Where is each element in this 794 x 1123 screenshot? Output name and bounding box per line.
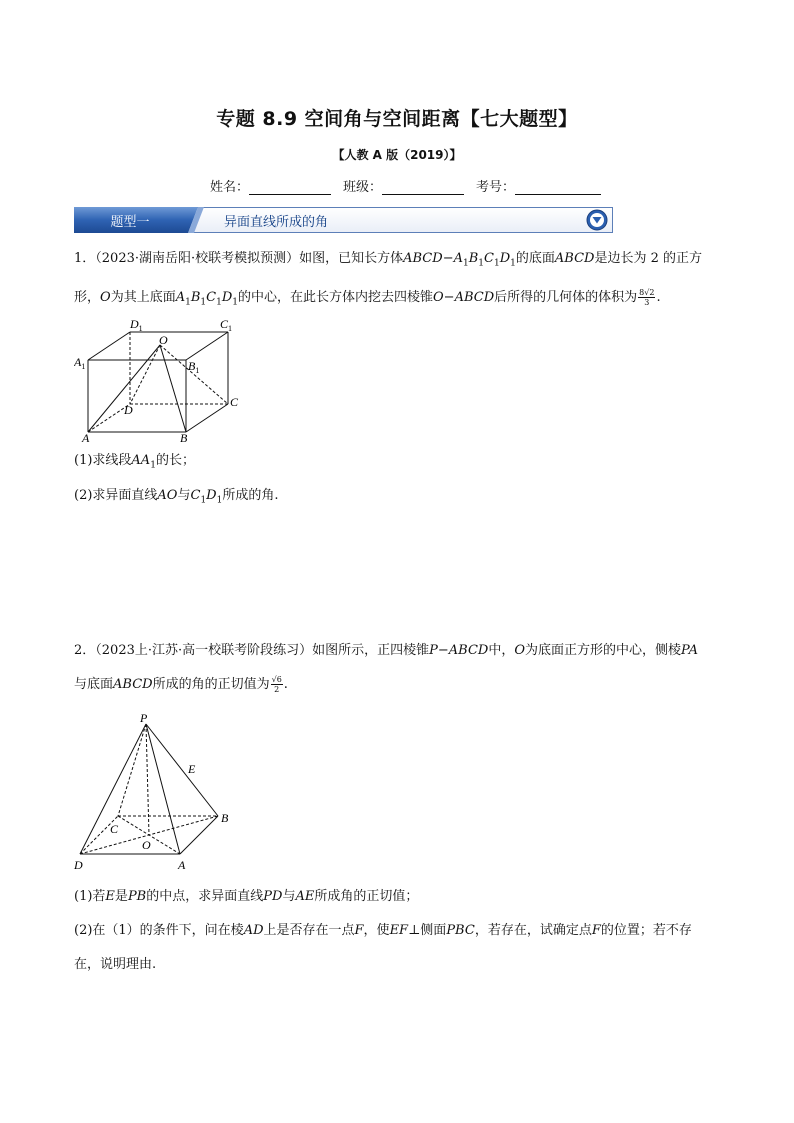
exam-no-blank[interactable] — [515, 180, 601, 195]
problem-1-source: 1．（2023·湖南岳阳·校联考模拟预测）如图，已知长方体 — [74, 251, 404, 266]
class-blank[interactable] — [382, 180, 464, 195]
figure-2-pyramid — [70, 710, 240, 874]
fig1-label-D1: $D_1$ — [130, 318, 143, 333]
fig2-label-O: O — [142, 838, 151, 852]
fig2-label-P: P — [140, 711, 148, 725]
figure-1-cuboid — [74, 318, 254, 448]
problem-2-source: 2．（2023上·江苏·高一校联考阶段练习）如图所示，正四棱锥 — [74, 643, 430, 658]
student-info-row — [210, 176, 613, 195]
problem-2-text: 2．（2023上·江苏·高一校联考阶段练习）如图所示，正四棱锥P−ABCD中，O为底面正方形的中心，侧棱PA 与底面ABCD所成的角的正切值为 $\frac{√6}{2}$ . — [74, 643, 698, 694]
fig2-label-C: C — [110, 822, 119, 836]
fig1-label-C1: $C_1$ — [220, 318, 233, 333]
chevron-down-icon[interactable] — [586, 209, 608, 231]
page-subtitle: 【人教 A 版（2019）】 — [332, 148, 462, 162]
problem-2-q2: (2)在（1）的条件下，问在棱AD上是否存在一点F，使EF⊥侧面PBC，若存在，试确定点F的位置；若不存 在，说明理由. — [74, 923, 692, 972]
fig1-label-A: A — [82, 431, 90, 445]
page-title: 专题 8.9 空间角与空间距离【七大题型】 — [216, 108, 578, 130]
fig1-label-C: C — [230, 395, 239, 409]
fig1-label-O: O — [159, 333, 168, 347]
fig1-label-A1: $A_1$ — [74, 355, 86, 371]
problem-1-questions — [74, 446, 722, 515]
name-blank[interactable] — [249, 180, 331, 195]
problem-2-questions — [74, 880, 722, 982]
class-label: 班级： — [343, 180, 383, 195]
problem-1-q1: (1)求线段$AA_1$的长； — [74, 453, 195, 471]
section-title: 异面直线所成的角 — [224, 215, 329, 230]
problem-1-q2: (2)求异面直线AO与$C_1D_1$所成的角. — [74, 487, 279, 506]
problem-2-q1: (1)若E是PB的中点，求异面直线PD与AE所成角的正切值； — [74, 889, 419, 904]
section-type-label: 题型一 — [110, 215, 150, 230]
fig2-label-A: A — [178, 858, 186, 872]
fig2-label-E: E — [188, 762, 196, 776]
fig1-label-D: D — [124, 403, 133, 417]
fig1-label-B: B — [180, 431, 188, 445]
section-banner — [74, 207, 614, 233]
exam-no-label: 考号： — [476, 180, 516, 195]
fig2-label-B: B — [221, 811, 229, 825]
name-label: 姓名： — [210, 180, 250, 195]
fig1-label-B1: $B_1$ — [188, 359, 200, 375]
fig2-label-D: D — [74, 858, 83, 872]
problem-1-text: 1．（2023·湖南岳阳·校联考模拟预测）如图，已知长方体$ABCD-A_1B_1C_1D_1$的底面ABCD是边长为 2 的正方 形，O为其上底面$A_1B_1C_1D_1$的中心，在此长方体内挖去四棱锥O−ABCD后所得的几何体的体积为 $\frac{8√2}{3}$ . — [74, 251, 702, 308]
